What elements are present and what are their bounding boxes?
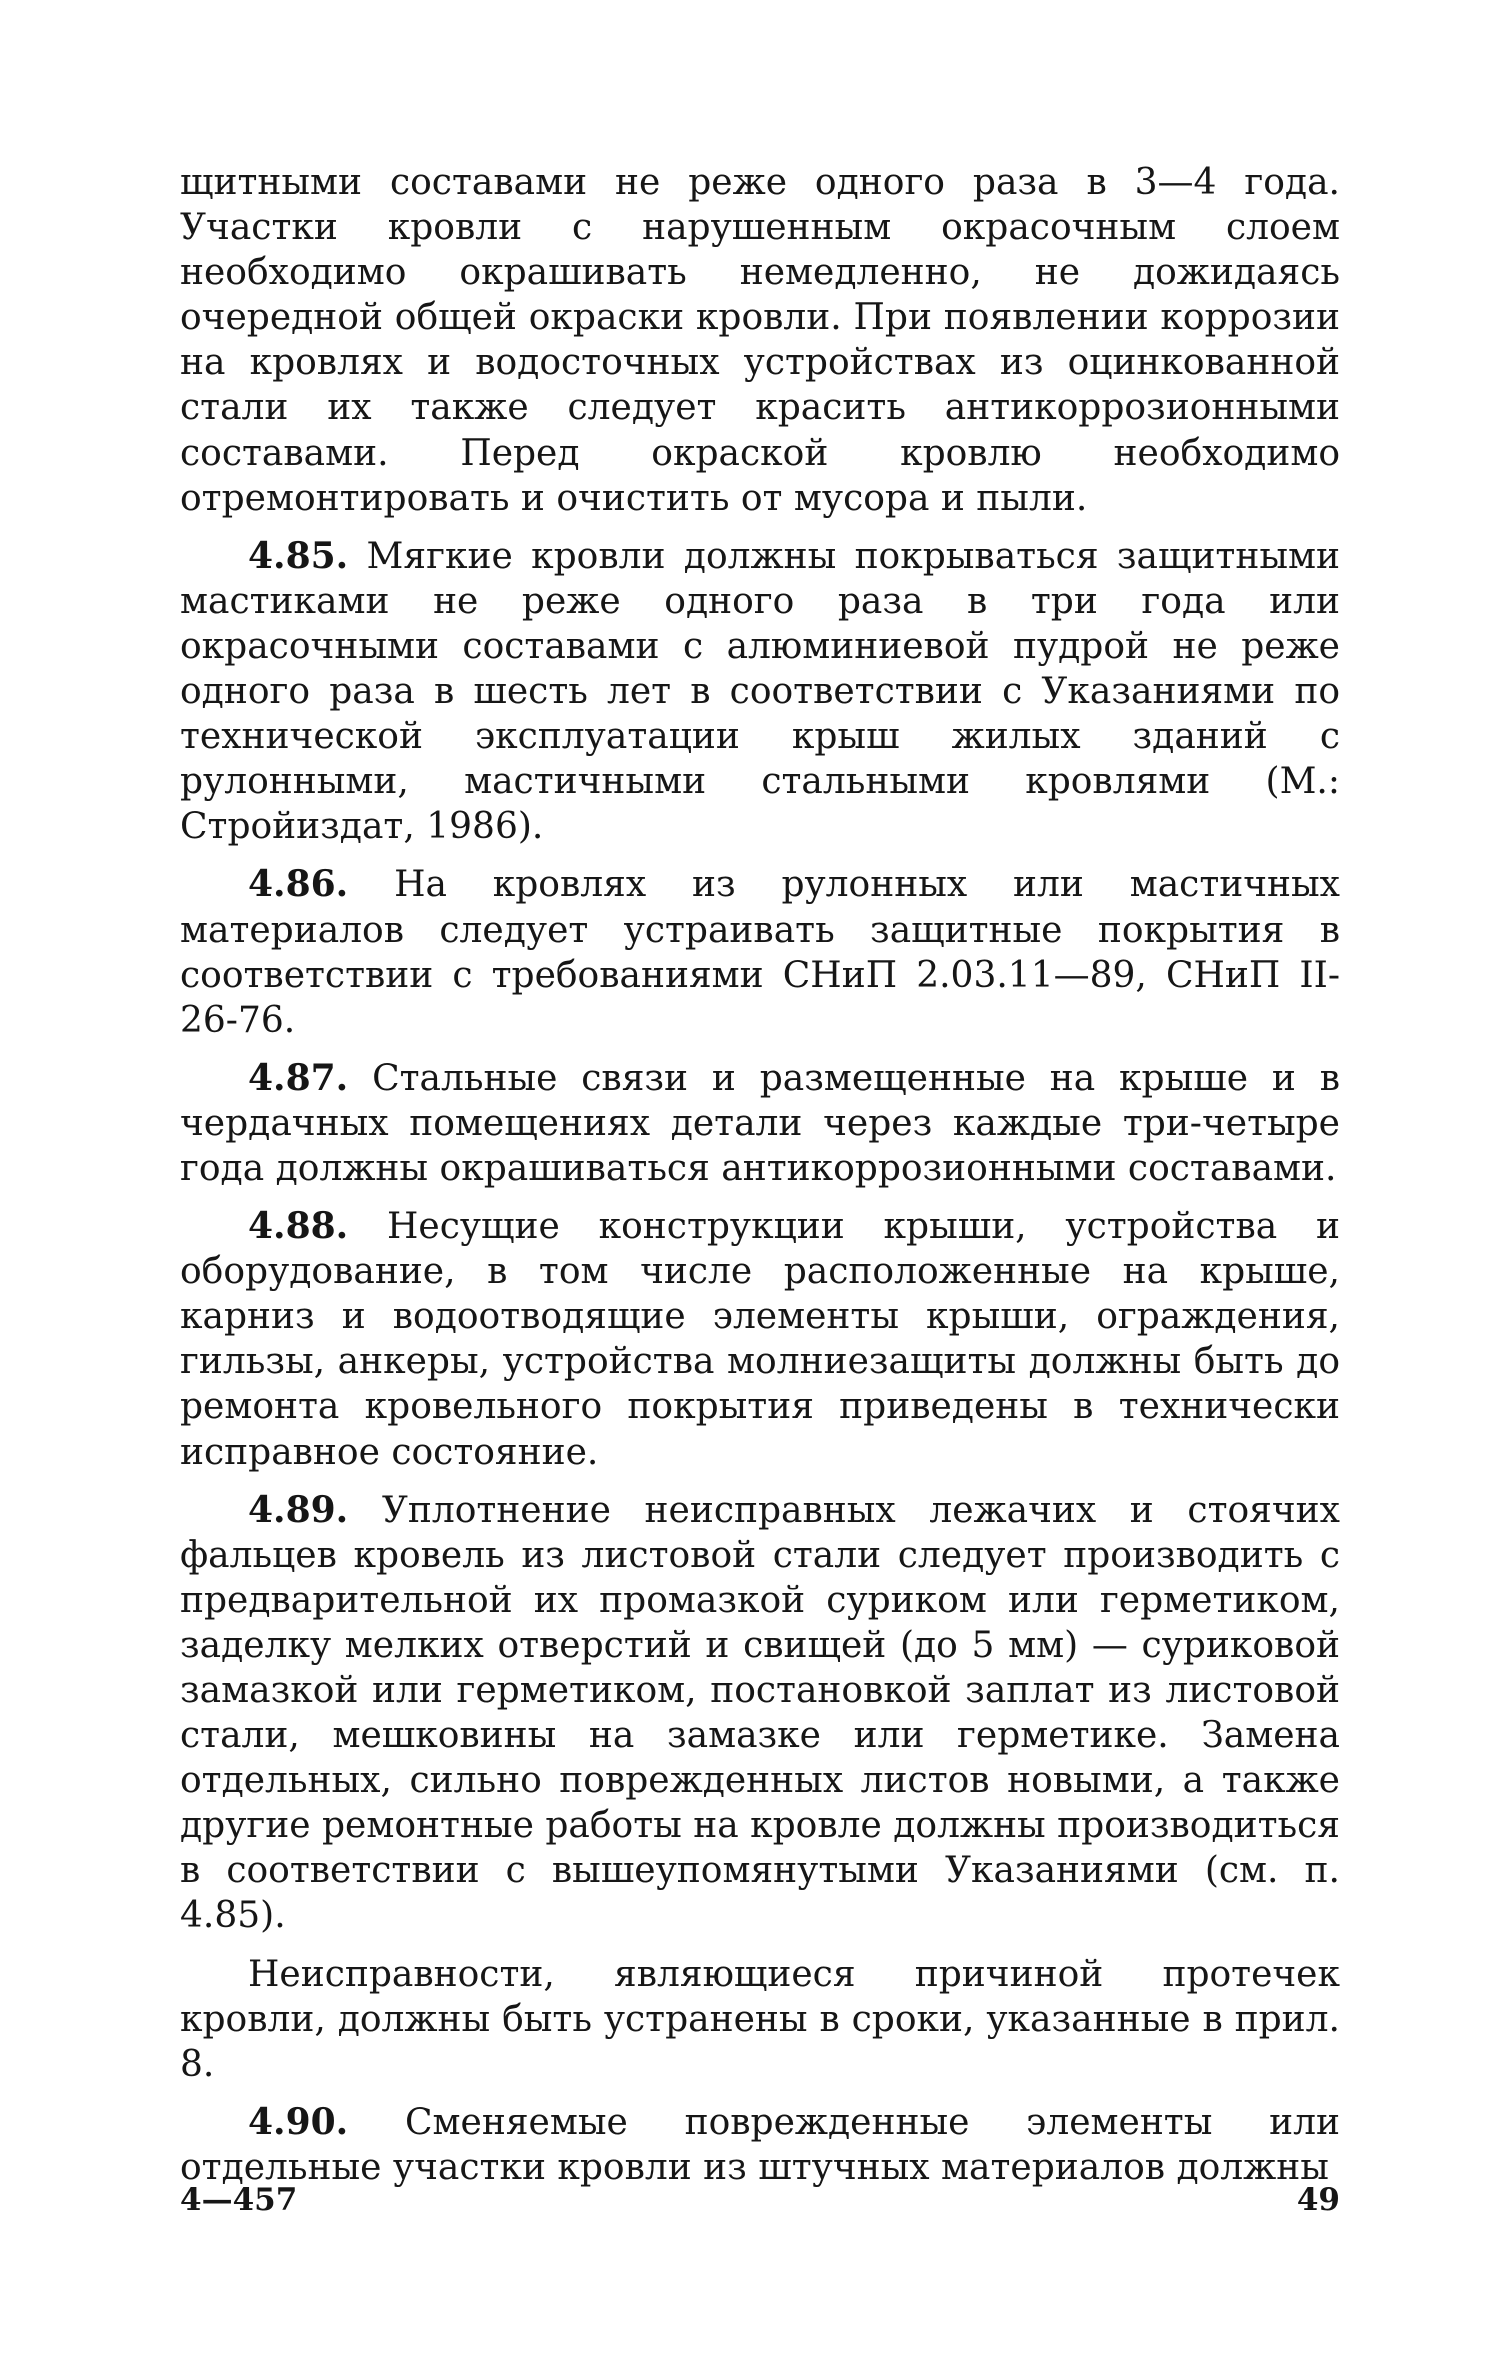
paragraph-4-89 bbox=[180, 1488, 1340, 1939]
page-footer bbox=[180, 2182, 1340, 2218]
clause-number: 4.86. bbox=[248, 863, 349, 906]
page-body bbox=[180, 160, 1340, 2203]
paragraph-4-90 bbox=[180, 2100, 1340, 2190]
clause-number: 4.87. bbox=[248, 1056, 349, 1099]
paragraph-text: Стальные связи и размещенные на крыше и в чердачных помещениях детали через каждые три-четыре года должны окрашиваться антикоррозионными составами. bbox=[180, 1057, 1340, 1189]
paragraph-text: Несущие конструкции крыши, устройства и оборудование, в том числе расположенные на крыше, карниз и водоотводящие элементы крыши, ограждения, гильзы, анкеры, устройства молниезащиты должны быть до ремонта кровельного покрытия приведены в технически исправное состояние. bbox=[180, 1206, 1340, 1473]
clause-number: 4.88. bbox=[248, 1205, 349, 1248]
paragraph-4-86 bbox=[180, 862, 1340, 1042]
paragraph-continuation bbox=[180, 160, 1340, 521]
clause-number: 4.89. bbox=[248, 1488, 349, 1531]
paragraph-text: щитными составами не реже одного раза в 3—4 года. Участки кровли с нарушенным окрасочным слоем необходимо окрашивать немедленно, не дожидаясь очередной общей окраски кровли. При появлении коррозии на кровлях и водосточных устройствах из оцинкованной стали их также следует красить антикоррозионными составами. Перед окраской кровлю необходимо отремонтировать и очистить от мусора и пыли. bbox=[180, 162, 1340, 519]
paragraph-leak-repairs bbox=[180, 1952, 1340, 2087]
paragraph-4-87 bbox=[180, 1056, 1340, 1191]
paragraph-4-88 bbox=[180, 1204, 1340, 1475]
paragraph-text: На кровлях из рулонных или мастичных материалов следует устраивать защитные покрытия в соответствии с требованиями СНиП 2.03.11—89, СНиП II-26-76. bbox=[180, 864, 1340, 1041]
clause-number: 4.90. bbox=[248, 2100, 349, 2143]
printer-signature: 4—457 bbox=[180, 2182, 298, 2218]
paragraph-text: Уплотнение неисправных лежачих и стоячих фальцев кровель из листовой стали следует производить с предварительной их промазкой суриком или герметиком, заделку мелких отверстий и свищей (до 5 мм) — суриковой замазкой или герметиком, постановкой заплат из листовой стали, мешковины на замазке или герметике. Замена отдельных, сильно поврежденных листов новыми, а также другие ремонтные работы на кровле должны производиться в соответствии с вышеупомянутыми Указаниями (см. п. 4.85). bbox=[180, 1489, 1340, 1937]
page-number: 49 bbox=[1296, 2182, 1340, 2218]
paragraph-4-85 bbox=[180, 534, 1340, 850]
clause-number: 4.85. bbox=[248, 534, 349, 577]
paragraph-text: Сменяемые поврежденные элементы или отдельные участки кровли из штучных материалов должны bbox=[180, 2101, 1341, 2188]
paragraph-text: Мягкие кровли должны покрываться защитными мастиками не реже одного раза в три года или окрасочными составами с алюминиевой пудрой не реже одного раза в шесть лет в соответствии с Указаниями по технической эксплуатации крыш жилых зданий с рулонными, мастичными стальными кровлями (М.: Стройиздат, 1986). bbox=[180, 535, 1340, 848]
paragraph-text: Неисправности, являющиеся причиной протечек кровли, должны быть устранены в сроки, указанные в прил. 8. bbox=[180, 1953, 1340, 2085]
